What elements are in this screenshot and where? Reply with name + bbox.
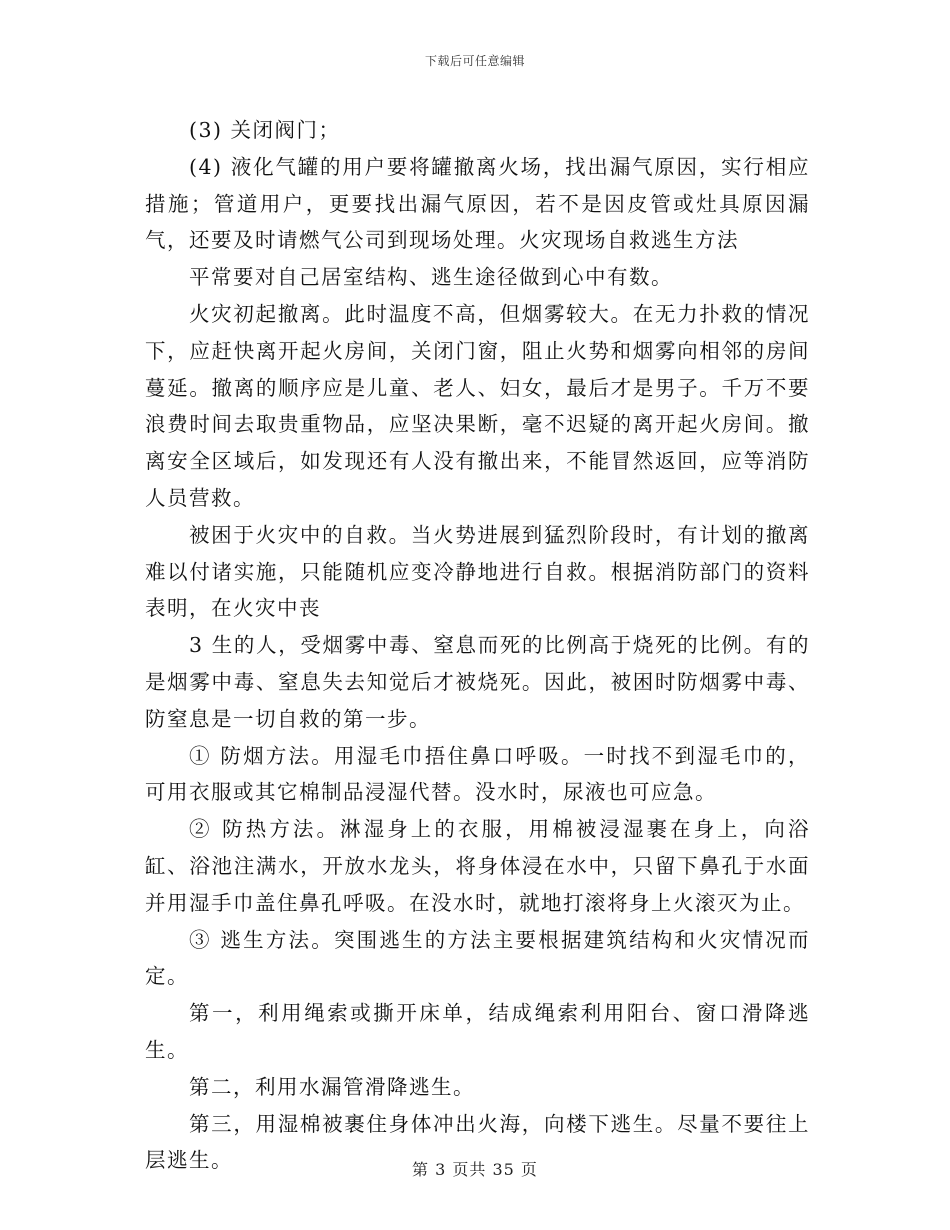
paragraph-escape-third: 第三，用湿棉被裹住身体冲出火海，向楼下逃生。尽量不要往上层逃生。 [145, 1111, 810, 1173]
paragraph-escape-methods: ③ 逃生方法。突围逃生的方法主要根据建筑结构和火灾情况而定。 [145, 927, 810, 989]
paragraph-escape-first: 第一，利用绳索或撕开床单，结成绳索利用阳台、窗口滑降逃生。 [145, 1001, 810, 1062]
paragraph-smoke-protection: ① 防烟方法。用湿毛巾捂住鼻口呼吸。一时找不到湿毛巾的，可用衣服或其它棉制品浸湿代替。没水时，尿液也可应急。 [145, 743, 810, 805]
paragraph-initial-evacuation: 火灾初起撤离。此时温度不高，但烟雾较大。在无力扑救的情况下，应赶快离开起火房间，关闭门窗，阻止火势和烟雾向相邻的房间蔓延。撤离的顺序应是儿童、老人、妇女，最后才是男子。千万不要浪费时间去取贵重物品，应坚决果断，毫不迟疑的离开起火房间。撤离安全区域后，如发现还有人没有撤出来，不能冒然返回，应等消防人员营救。 [145, 301, 810, 510]
paragraph-heat-protection: ② 防热方法。淋湿身上的衣服，用棉被浸湿裹在身上，向浴缸、浴池注满水，开放水龙头，将身体浸在水中，只留下鼻孔于水面并用湿手巾盖住鼻孔呼吸。在没水时，就地打滚将身上火滚灭为止。 [145, 817, 810, 915]
paragraph-item-4: (4) 液化气罐的用户要将罐撤离火场，找出漏气原因，实行相应措施；管道用户，更要找出漏气原因，若不是因皮管或灶具原因漏气，还要及时请燃气公司到现场处理。火灾现场自救逃生方法 [145, 154, 810, 253]
paragraph-item-3: (3) 关闭阀门； [189, 118, 341, 142]
page-footer: 第 3 页共 35 页 [412, 1160, 538, 1179]
paragraph-escape-second: 第二，利用水漏管滑降逃生。 [189, 1074, 475, 1099]
page-header: 下载后可任意编辑 [424, 54, 525, 68]
paragraph-smoke-death-ratio: 3 生的人，受烟雾中毒、窒息而死的比例高于烧死的比例。有的是烟雾中毒、窒息失去知觉后才被烧死。因此，被困时防烟雾中毒、防窒息是一切自救的第一步。 [145, 633, 810, 731]
paragraph-trapped-self-rescue: 被困于火灾中的自救。当火势进展到猛烈阶段时，有计划的撤离难以付诸实施，只能随机应变冷静地进行自救。根据消防部门的资料表明，在火灾中丧 [145, 522, 810, 621]
document-body [145, 112, 810, 1179]
paragraph-know-structure: 平常要对自己居室结构、逃生途径做到心中有数。 [189, 265, 673, 290]
